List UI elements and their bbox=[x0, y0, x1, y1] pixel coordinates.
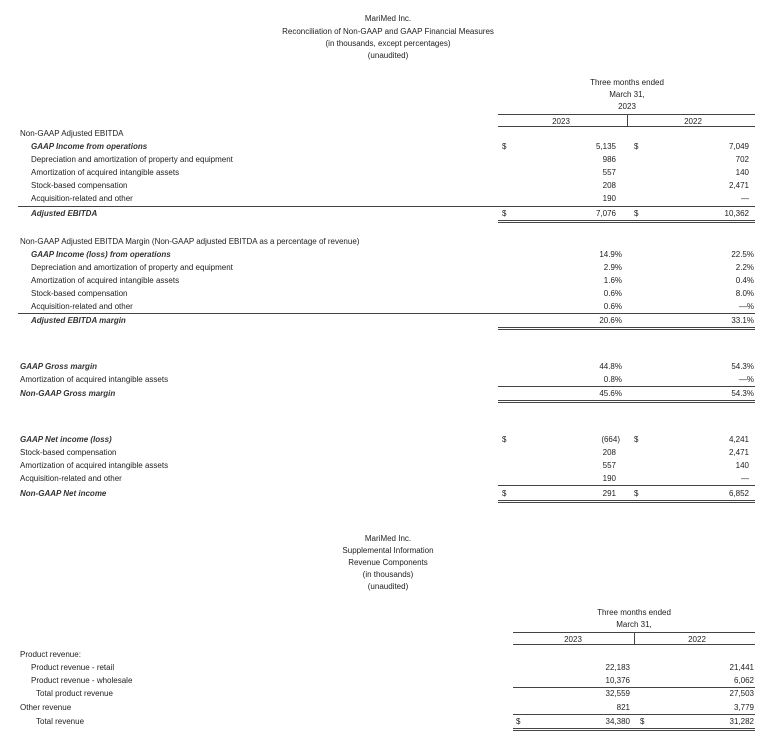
subtotal-rule bbox=[513, 714, 755, 715]
value-2023: 557 bbox=[602, 168, 616, 177]
row-label: Amortization of acquired intangible assets bbox=[31, 168, 180, 177]
total-double-rule bbox=[498, 500, 755, 503]
value-2023: 0.6% bbox=[603, 302, 622, 311]
margin-section-title: Non-GAAP Adjusted EBITDA Margin (Non-GAAP adjusted EBITDA as a percentage of revenue) bbox=[20, 237, 360, 246]
value-2023: 7,076 bbox=[595, 209, 616, 218]
value-2023: 190 bbox=[602, 194, 616, 203]
supplemental-subtitle: Revenue Components bbox=[348, 558, 428, 567]
subtotal-rule bbox=[498, 386, 755, 387]
value-2022: 27,503 bbox=[729, 689, 754, 698]
total-double-rule bbox=[498, 327, 755, 330]
currency-symbol: $ bbox=[640, 717, 645, 726]
period2-line-1: Three months ended bbox=[597, 608, 671, 617]
currency-symbol: $ bbox=[502, 489, 507, 498]
value-2022: 21,441 bbox=[729, 663, 754, 672]
value-2023: 10,376 bbox=[605, 676, 630, 685]
value-2022: 6,062 bbox=[733, 676, 754, 685]
value-2022: 10,362 bbox=[724, 209, 749, 218]
value-2023: 32,559 bbox=[605, 689, 630, 698]
value-2023: 5,135 bbox=[595, 142, 616, 151]
supplemental-title: Supplemental Information bbox=[342, 546, 434, 555]
units-note: (in thousands, except percentages) bbox=[325, 39, 451, 48]
value-2022: 8.0% bbox=[735, 289, 754, 298]
company-name-2: MariMed Inc. bbox=[364, 534, 412, 543]
col2-2022: 2022 bbox=[688, 635, 706, 644]
col2-2023: 2023 bbox=[564, 635, 582, 644]
value-2022: — bbox=[741, 474, 749, 483]
value-2022: 22.5% bbox=[731, 250, 754, 259]
value-2023: 45.6% bbox=[599, 389, 622, 398]
value-2022: 0.4% bbox=[735, 276, 754, 285]
row-label: Amortization of acquired intangible assets bbox=[31, 276, 180, 285]
row-label: Stock-based compensation bbox=[31, 181, 128, 190]
value-2022: 140 bbox=[735, 168, 749, 177]
col-2022: 2022 bbox=[684, 117, 702, 126]
row-label: Total product revenue bbox=[36, 689, 113, 698]
row-label-total: Total revenue bbox=[36, 717, 85, 726]
currency-symbol: $ bbox=[502, 142, 507, 151]
row-label: Product revenue: bbox=[20, 650, 81, 659]
value-2022: 3,779 bbox=[733, 703, 754, 712]
currency-symbol: $ bbox=[502, 209, 507, 218]
currency-symbol: $ bbox=[634, 489, 639, 498]
row-label: GAAP Income (loss) from operations bbox=[31, 250, 171, 259]
row-label-total: Non-GAAP Net income bbox=[20, 489, 107, 498]
value-2022: 140 bbox=[735, 461, 749, 470]
col2-rule bbox=[513, 644, 755, 645]
value-2022: 4,241 bbox=[728, 435, 749, 444]
value-2023: 986 bbox=[602, 155, 616, 164]
value-2023: 2.9% bbox=[603, 263, 622, 272]
currency-symbol: $ bbox=[634, 435, 639, 444]
row-label: Other revenue bbox=[20, 703, 72, 712]
col2-divider bbox=[634, 632, 635, 644]
currency-symbol: $ bbox=[502, 435, 507, 444]
period-line-3: 2023 bbox=[618, 102, 636, 111]
value-2022: —% bbox=[738, 302, 754, 311]
total-double-rule bbox=[498, 220, 755, 223]
value-2023: 34,380 bbox=[605, 717, 630, 726]
value-2022: 33.1% bbox=[731, 316, 754, 325]
row-label: Acquisition-related and other bbox=[31, 194, 133, 203]
value-2022: 54.3% bbox=[731, 362, 754, 371]
audit-note: (unaudited) bbox=[367, 51, 409, 60]
row-label: Amortization of acquired intangible assets bbox=[20, 461, 169, 470]
row-label: Depreciation and amortization of property and equipment bbox=[31, 155, 233, 164]
subtotal-rule bbox=[498, 485, 755, 486]
currency-symbol: $ bbox=[516, 717, 521, 726]
value-2022: 2,471 bbox=[728, 181, 749, 190]
value-2023: 208 bbox=[602, 181, 616, 190]
row-label-total: Non-GAAP Gross margin bbox=[20, 389, 116, 398]
total-double-rule bbox=[498, 400, 755, 403]
row-label: GAAP Gross margin bbox=[20, 362, 98, 371]
row-label: GAAP Net income (loss) bbox=[20, 435, 112, 444]
value-2023: 190 bbox=[602, 474, 616, 483]
col-rule bbox=[498, 126, 755, 127]
row-label: GAAP Income from operations bbox=[31, 142, 148, 151]
value-2023: 0.6% bbox=[603, 289, 622, 298]
value-2023: 291 bbox=[602, 489, 616, 498]
total-double-rule bbox=[513, 728, 755, 731]
value-2022: — bbox=[741, 194, 749, 203]
audit-note-2: (unaudited) bbox=[367, 582, 409, 591]
row-label-total: Adjusted EBITDA margin bbox=[31, 316, 126, 325]
currency-symbol: $ bbox=[634, 209, 639, 218]
value-2023: 22,183 bbox=[605, 663, 630, 672]
period-line-1: Three months ended bbox=[590, 78, 664, 87]
value-2022: 2.2% bbox=[735, 263, 754, 272]
value-2023: 14.9% bbox=[599, 250, 622, 259]
ebitda-section-title: Non-GAAP Adjusted EBITDA bbox=[20, 129, 124, 138]
value-2023: 557 bbox=[602, 461, 616, 470]
subtotal-rule bbox=[18, 313, 755, 314]
row-label: Product revenue - retail bbox=[31, 663, 115, 672]
row-label: Acquisition-related and other bbox=[20, 474, 122, 483]
period-line-2: March 31, bbox=[609, 90, 645, 99]
units-note-2: (in thousands) bbox=[362, 570, 414, 579]
row-label: Stock-based compensation bbox=[31, 289, 128, 298]
value-2022: 2,471 bbox=[728, 448, 749, 457]
row-label: Depreciation and amortization of property and equipment bbox=[31, 263, 233, 272]
value-2022: —% bbox=[738, 375, 754, 384]
col-divider bbox=[627, 114, 628, 126]
row-label-total: Adjusted EBITDA bbox=[31, 209, 98, 218]
currency-symbol: $ bbox=[634, 142, 639, 151]
value-2022: 31,282 bbox=[729, 717, 754, 726]
subtotal-rule bbox=[18, 206, 755, 207]
value-2023: 0.8% bbox=[603, 375, 622, 384]
period2-line-2: March 31, bbox=[616, 620, 652, 629]
value-2022: 54.3% bbox=[731, 389, 754, 398]
row-label: Stock-based compensation bbox=[20, 448, 117, 457]
subtotal-rule bbox=[513, 687, 755, 688]
row-label: Product revenue - wholesale bbox=[31, 676, 133, 685]
value-2023: 1.6% bbox=[603, 276, 622, 285]
value-2023: 208 bbox=[602, 448, 616, 457]
value-2022: 7,049 bbox=[728, 142, 749, 151]
company-name: MariMed Inc. bbox=[364, 14, 412, 23]
col-2023: 2023 bbox=[552, 117, 570, 126]
value-2022: 6,852 bbox=[728, 489, 749, 498]
value-2022: 702 bbox=[735, 155, 749, 164]
value-2023: (664) bbox=[601, 435, 620, 444]
value-2023: 821 bbox=[616, 703, 630, 712]
row-label: Acquisition-related and other bbox=[31, 302, 133, 311]
value-2023: 44.8% bbox=[599, 362, 622, 371]
report-title: Reconciliation of Non-GAAP and GAAP Financial Measures bbox=[282, 27, 494, 36]
row-label: Amortization of acquired intangible assets bbox=[20, 375, 169, 384]
value-2023: 20.6% bbox=[599, 316, 622, 325]
